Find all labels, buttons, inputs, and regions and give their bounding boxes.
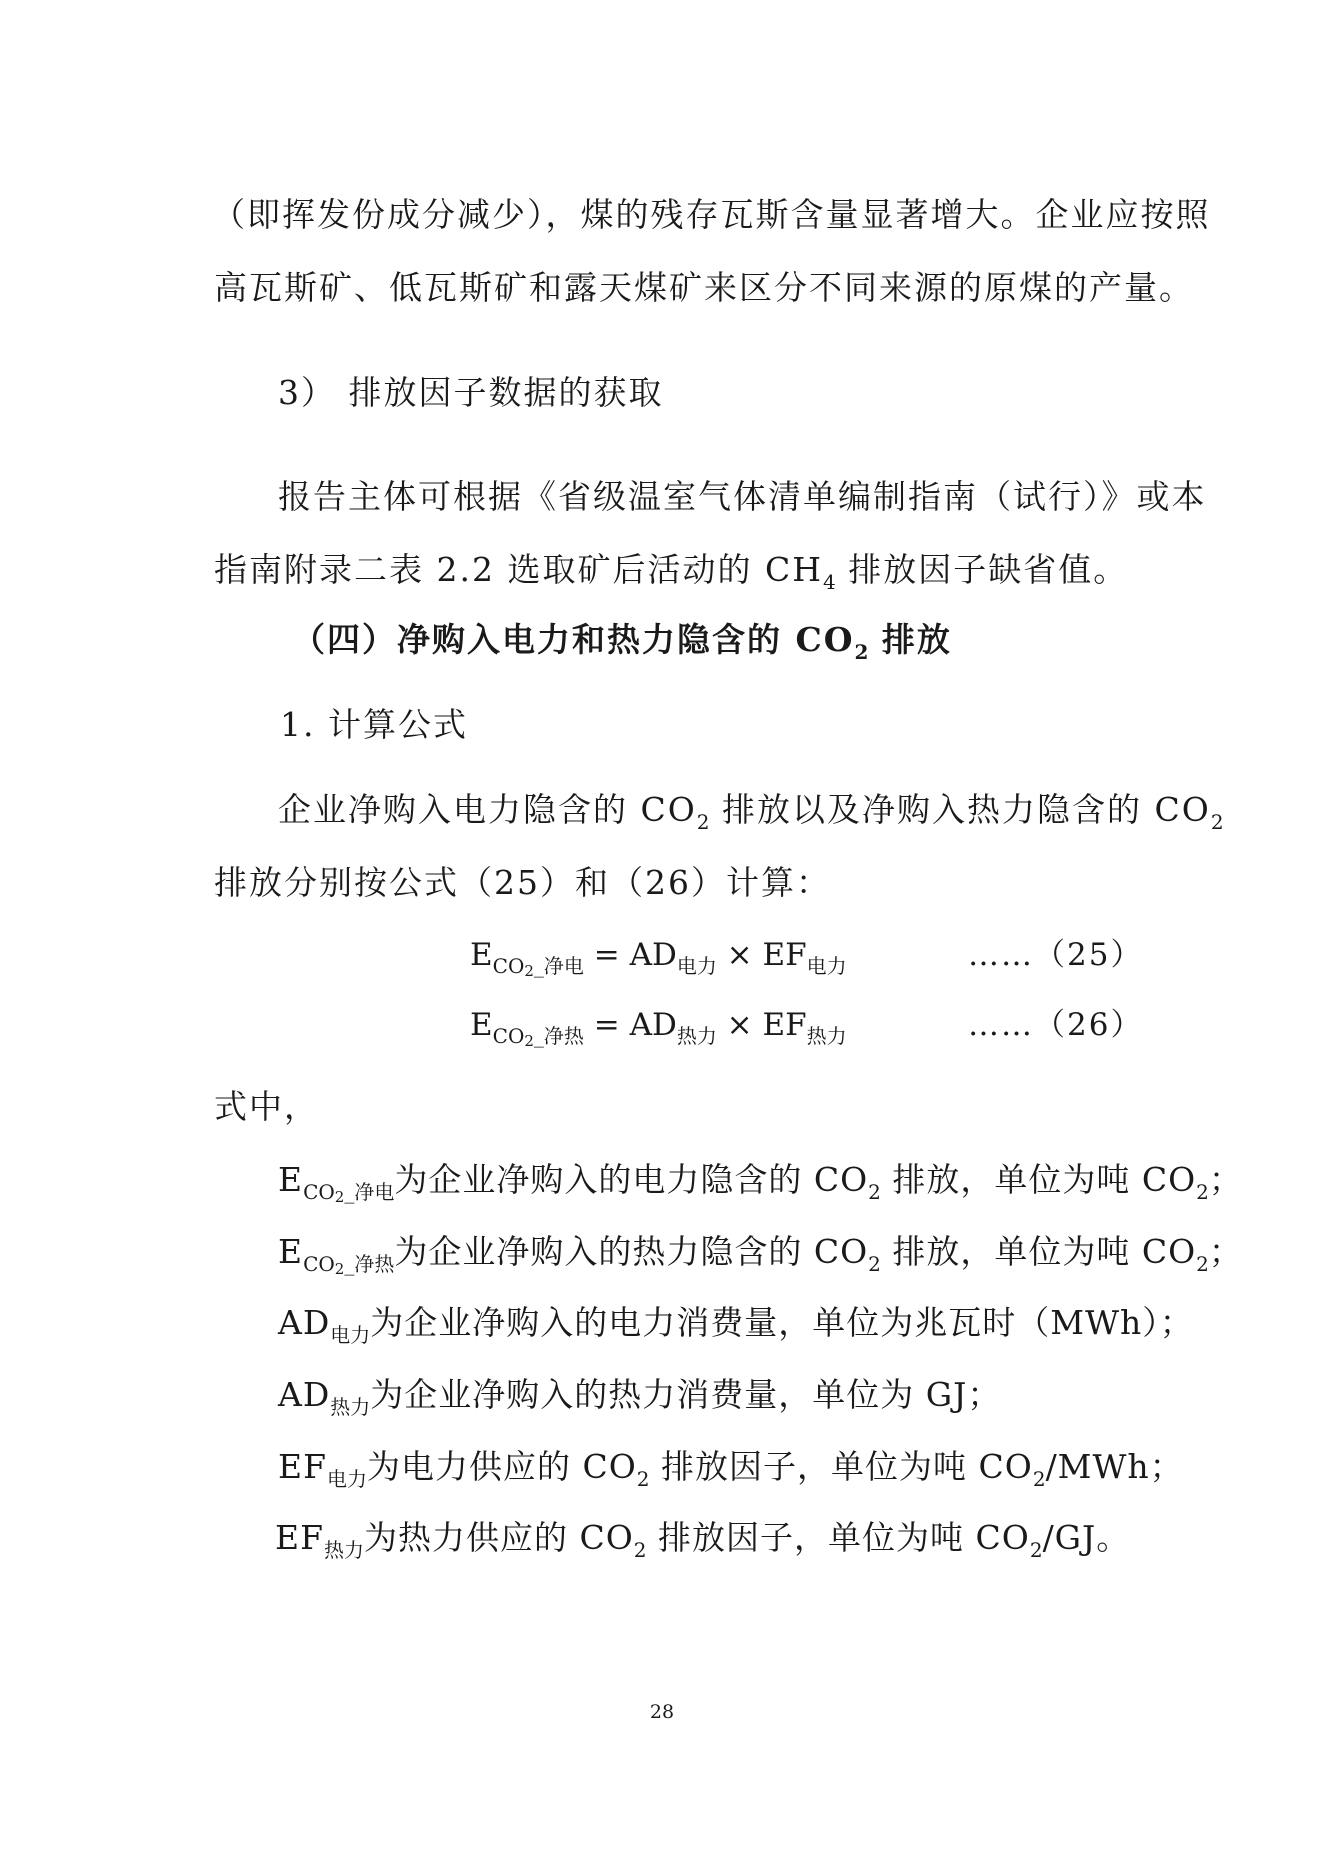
definition-item: $E_{CO2\_净电}$为企业净购入的电力隐含的 $CO_2$ 排放，单位为吨 $CO_2$； xyxy=(278,1160,1243,1206)
paragraph-line: （即挥发份成分减少），煤的残存瓦斯含量显著增大。企业应按照 xyxy=(212,195,1211,234)
definition-item: $AD_{电力}$为企业净购入的电力消费量，单位为兆瓦时（MWh）； xyxy=(278,1303,1194,1347)
paragraph-line: 企业净购入电力隐含的 $CO_2$ 排放以及净购入热力隐含的 $CO_2$ xyxy=(278,790,1224,834)
definition-item: $EF_{热力}$为热力供应的 $CO_2$ 排放因子，单位为吨 $CO_2/GJ$。 xyxy=(275,1518,1131,1562)
definition-item: $EF_{电力}$为电力供应的 $CO_2$ 排放因子，单位为吨 $CO_2$/MWh； xyxy=(278,1447,1184,1491)
equation-number: ……（26） xyxy=(968,1007,1144,1043)
definition-item: $AD_{热力}$为企业净购入的热力消费量，单位为 GJ； xyxy=(278,1375,1002,1419)
list-item-heading: 3） 排放因子数据的获取 xyxy=(278,373,664,412)
definition-item: $E_{CO2\_净热}$为企业净购入的热力隐含的 $CO_2$ 排放，单位为吨 $CO_2$； xyxy=(278,1232,1243,1278)
equation-25: $E_{CO2\_净电} = AD_{电力} \times EF_{电力}$ xyxy=(470,937,847,980)
paragraph-line: 报告主体可根据《省级温室气体清单编制指南（试行）》或本 xyxy=(278,477,1207,516)
page-number: 28 xyxy=(649,1701,675,1723)
where-label: 式中， xyxy=(214,1087,319,1126)
paragraph-line: 排放分别按公式（25）和（26）计算： xyxy=(214,863,831,902)
paragraph-line: 指南附录二表 2.2 选取矿后活动的 $CH_4$ 排放因子缺省值。 xyxy=(214,550,1129,594)
paragraph-line: 高瓦斯矿、低瓦斯矿和露天煤矿来区分不同来源的原煤的产量。 xyxy=(214,268,1194,307)
subsection-heading: 1. 计算公式 xyxy=(280,705,468,744)
equation-26: $E_{CO2\_净热} = AD_{热力} \times EF_{热力}$ xyxy=(470,1007,847,1050)
equation-number: ……（25） xyxy=(968,937,1144,973)
section-heading: （四）净购入电力和热力隐含的 $CO_2$ 排放 xyxy=(292,620,952,664)
